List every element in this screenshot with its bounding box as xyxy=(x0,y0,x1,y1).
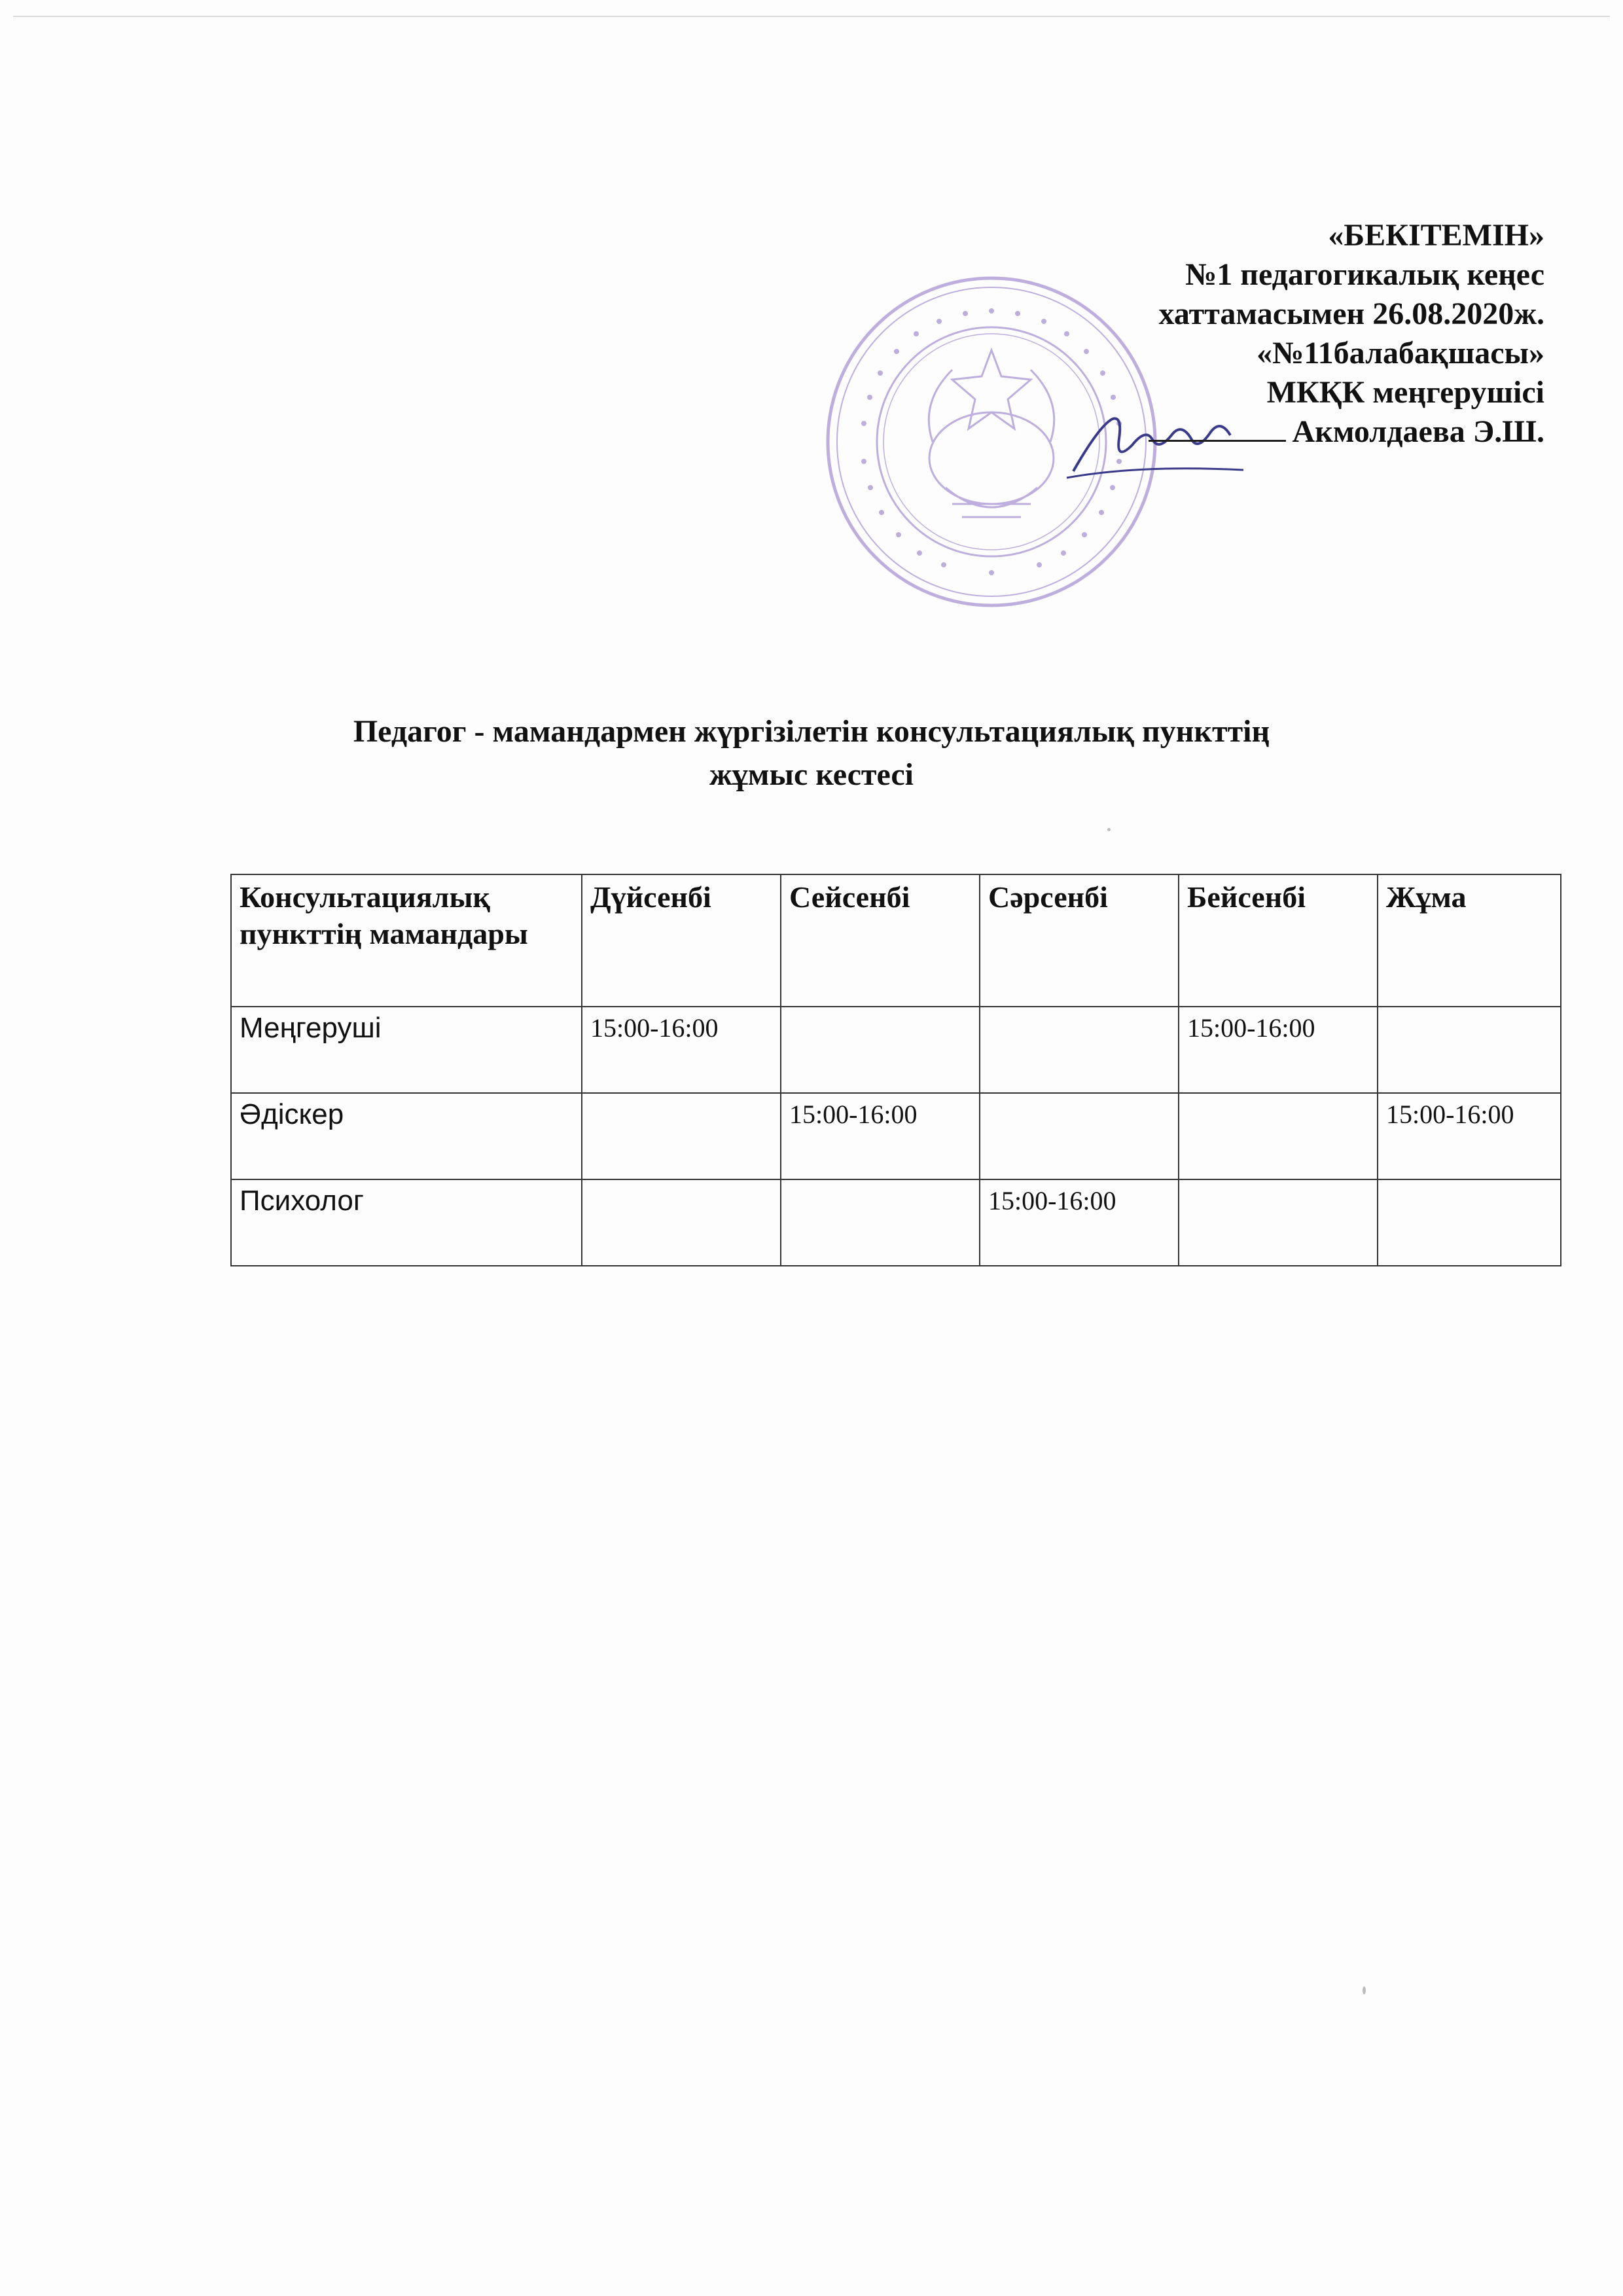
table-row xyxy=(231,1007,1561,1093)
approval-signer-name: Акмолдаева Э.Ш. xyxy=(1292,414,1544,449)
table-cell: 15:00-16:00 xyxy=(781,1093,980,1179)
table-header-row xyxy=(231,874,1561,1007)
approval-signer-line xyxy=(955,412,1544,452)
table-row xyxy=(231,1093,1561,1179)
table-cell xyxy=(582,1179,781,1266)
table-cell: 15:00-16:00 xyxy=(1179,1007,1378,1093)
schedule-table xyxy=(230,874,1561,1266)
approval-line-protocol: хаттамасымен 26.08.2020ж. xyxy=(1158,296,1544,331)
approval-line-position: МКҚК меңгерушісі xyxy=(1266,375,1544,410)
document-title-line-2: жұмыс кестесі xyxy=(709,757,914,792)
scan-speck xyxy=(1363,1986,1366,1994)
table-cell xyxy=(582,1093,781,1179)
approval-line-kindergarten: «№11балабақшасы» xyxy=(1257,336,1544,370)
table-row xyxy=(231,1179,1561,1266)
header-monday: Дүйсенбі xyxy=(582,874,781,1007)
scan-edge-line xyxy=(13,16,1610,17)
approval-heading: «БЕКІТЕМІН» xyxy=(1328,218,1544,253)
header-thursday: Бейсенбі xyxy=(1179,874,1378,1007)
scan-speck xyxy=(1107,828,1111,831)
table-cell-role: Меңгеруші xyxy=(231,1007,582,1093)
document-title-line-1: Педагог - мамандармен жүргізілетін консультациялық пункттің xyxy=(353,714,1270,749)
table-cell xyxy=(781,1007,980,1093)
table-cell: 15:00-16:00 xyxy=(980,1179,1179,1266)
table-cell-role: Әдіскер xyxy=(231,1093,582,1179)
table-cell xyxy=(781,1179,980,1266)
table-cell xyxy=(1378,1179,1561,1266)
header-tuesday: Сейсенбі xyxy=(781,874,980,1007)
signature-underline xyxy=(1149,414,1286,442)
table-cell: 15:00-16:00 xyxy=(1378,1093,1561,1179)
approval-block xyxy=(955,216,1544,452)
table-cell: 15:00-16:00 xyxy=(582,1007,781,1093)
header-specialists: Консультациялық пункттің мамандары xyxy=(231,874,582,1007)
header-wednesday: Сәрсенбі xyxy=(980,874,1179,1007)
header-friday: Жұма xyxy=(1378,874,1561,1007)
approval-line-council: №1 педагогикалық кеңес xyxy=(1185,257,1544,292)
table-cell xyxy=(1179,1179,1378,1266)
document-title xyxy=(249,710,1374,797)
table-cell-role: Психолог xyxy=(231,1179,582,1266)
table-cell xyxy=(1378,1007,1561,1093)
table-cell xyxy=(980,1007,1179,1093)
table-cell xyxy=(1179,1093,1378,1179)
table-cell xyxy=(980,1093,1179,1179)
